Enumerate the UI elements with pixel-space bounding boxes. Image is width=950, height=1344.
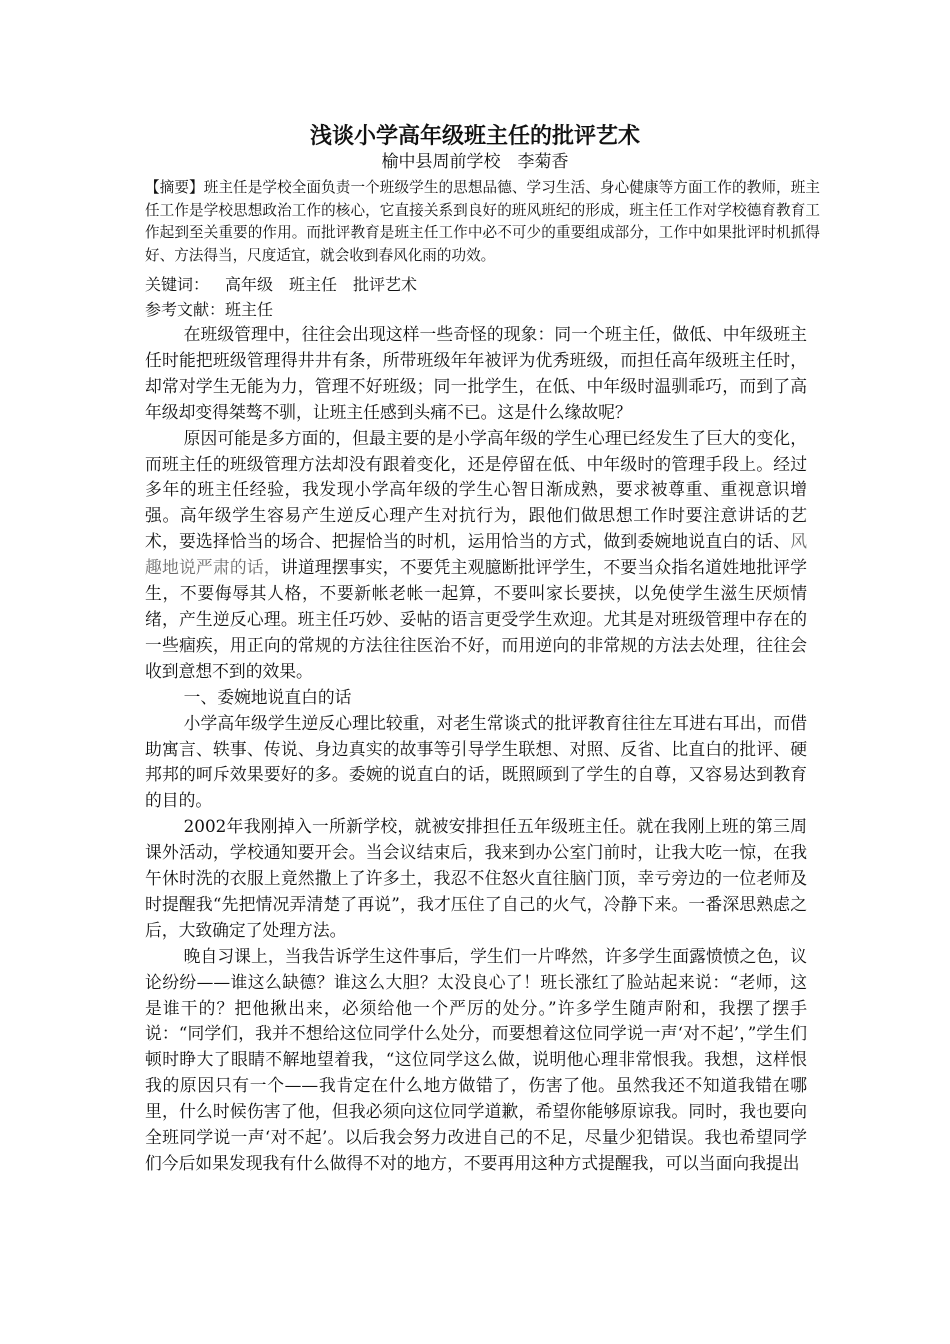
body-paragraph-muted-phrase: 风趣地说严肃的话， — [145, 531, 807, 578]
references-label: 参考文献： — [145, 300, 226, 319]
keyword-item: 高年级 — [225, 275, 274, 294]
section-heading: 一、委婉地说直白的话 — [183, 686, 352, 707]
references-line — [145, 298, 820, 322]
body-paragraph: 2002年我刚掉入一所新学校，就被安排担任五年级班主任。就在我刚上班的第三周课外活动，学校通知要开会。当会议结束后，我来到办公室门前时，让我大吃一惊，在我午休时洗的衣服上竟然撒上了许多土，我忍不住怒火直往脑门顶，幸亏旁边的一位老师及时提醒我“先把情况弄清楚了再说”，我才压住了自己的火气，冷静下来。一番深思熟虑之后，大致确定了处理方法。 — [145, 816, 807, 940]
keywords-line — [145, 273, 820, 297]
author-line: 榆中县周前学校 李菊香 — [381, 152, 569, 172]
document-title: 浅谈小学高年级班主任的批评艺术 — [309, 124, 640, 149]
body-paragraph-head: 原因可能是多方面的，但最主要的是小学高年级的学生心理已经发生了巨大的变化，而班主任的班级管理方法却没有跟着变化，还是停留在低、中年级时的管理手段上。经过多年的班主任经验，我发现小学高年级的学生心智日渐成熟，要求被尊重、重视意识增强。高年级学生容易产生逆反心理产生对抗行为，跟他们做思想工作时要注意讲话的艺术，要选择恰当的场合、把握恰当的时机，运用恰当的方式，做到委婉地说直白的话、 — [145, 427, 807, 552]
body-paragraph — [145, 426, 807, 685]
abstract-label: 【摘要】 — [145, 179, 204, 196]
references-value: 班主任 — [225, 300, 274, 319]
body-paragraph: 晚自习课上，当我告诉学生这件事后，学生们一片哗然，许多学生面露愤愤之色，议论纷纷——谁这么缺德？谁这么大胆？太没良心了！班长涨红了脸站起来说：“老师，这是谁干的？把他揪出来，必须给他一个严厉的处分。”许多学生随声附和，我摆了摆手说：“同学们，我并不想给这位同学什么处分，而要想着这位同学说一声‘对不起’，”学生们顿时睁大了眼睛不解地望着我，“这位同学这么做，说明他心理非常恨我。我想，这样恨我的原因只有一个——我肯定在什么地方做错了，伤害了他。虽然我还不知道我错在哪里，什么时候伤害了他，但我必须向这位同学道歉，希望你能够原谅我。同时，我也要向全班同学说一声‘对不起’。以后我会努力改进自己的不足，尽量少犯错误。我也希望同学们今后如果发现我有什么做得不对的地方，不要再用这种方式提醒我，可以当面向我提出 — [145, 945, 807, 1173]
keyword-item: 批评艺术 — [353, 275, 418, 294]
body-text — [145, 322, 807, 1177]
body-paragraph: 在班级管理中，往往会出现这样一些奇怪的现象：同一个班主任，做低、中年级班主任时能把班级管理得井井有条，所带班级年年被评为优秀班级，而担任高年级班主任时，却常对学生无能为力，管理不好班级；同一批学生，在低、中年级时温驯乖巧，而到了高年级却变得桀骜不驯，让班主任感到头痛不已。这是什么缘故呢？ — [145, 324, 807, 422]
keywords-label: 关键词： — [145, 275, 210, 294]
abstract-text: 班主任是学校全面负责一个班级学生的思想品德、学习生活、身心健康等方面工作的教师，班主任工作是学校思想政治工作的核心，它直接关系到良好的班风班纪的形成，班主任工作对学校德育教育工作起到至关重要的作用。而批评教育是班主任工作中必不可少的重要组成部分，工作中如果批评时机抓得好、方法得当，尺度适宜，就会收到春风化雨的功效。 — [145, 179, 820, 264]
body-paragraph: 小学高年级学生逆反心理比较重，对老生常谈式的批评教育往往左耳进右耳出，而借助寓言、轶事、传说、身边真实的故事等引导学生联想、对照、反省、比直白的批评、硬邦邦的呵斥效果要好的多。委婉的说直白的话，既照顾到了学生的自尊，又容易达到教育的目的。 — [145, 712, 807, 811]
abstract — [145, 177, 820, 267]
body-paragraph-tail: 讲道理摆事实，不要凭主观臆断批评学生，不要当众指名道姓地批评学生，不要侮辱其人格，不要新帐老帐一起算，不要叫家长要挟，以免使学生滋生厌烦情绪，产生逆反心理。班主任巧妙、妥帖的语言更受学生欢迎。尤其是对班级管理中存在的一些痼疾，用正向的常规的方法往往医治不好，而用逆向的非常规的方法去处理，往往会收到意想不到的效果。 — [145, 557, 807, 681]
keyword-item: 班主任 — [289, 275, 338, 294]
